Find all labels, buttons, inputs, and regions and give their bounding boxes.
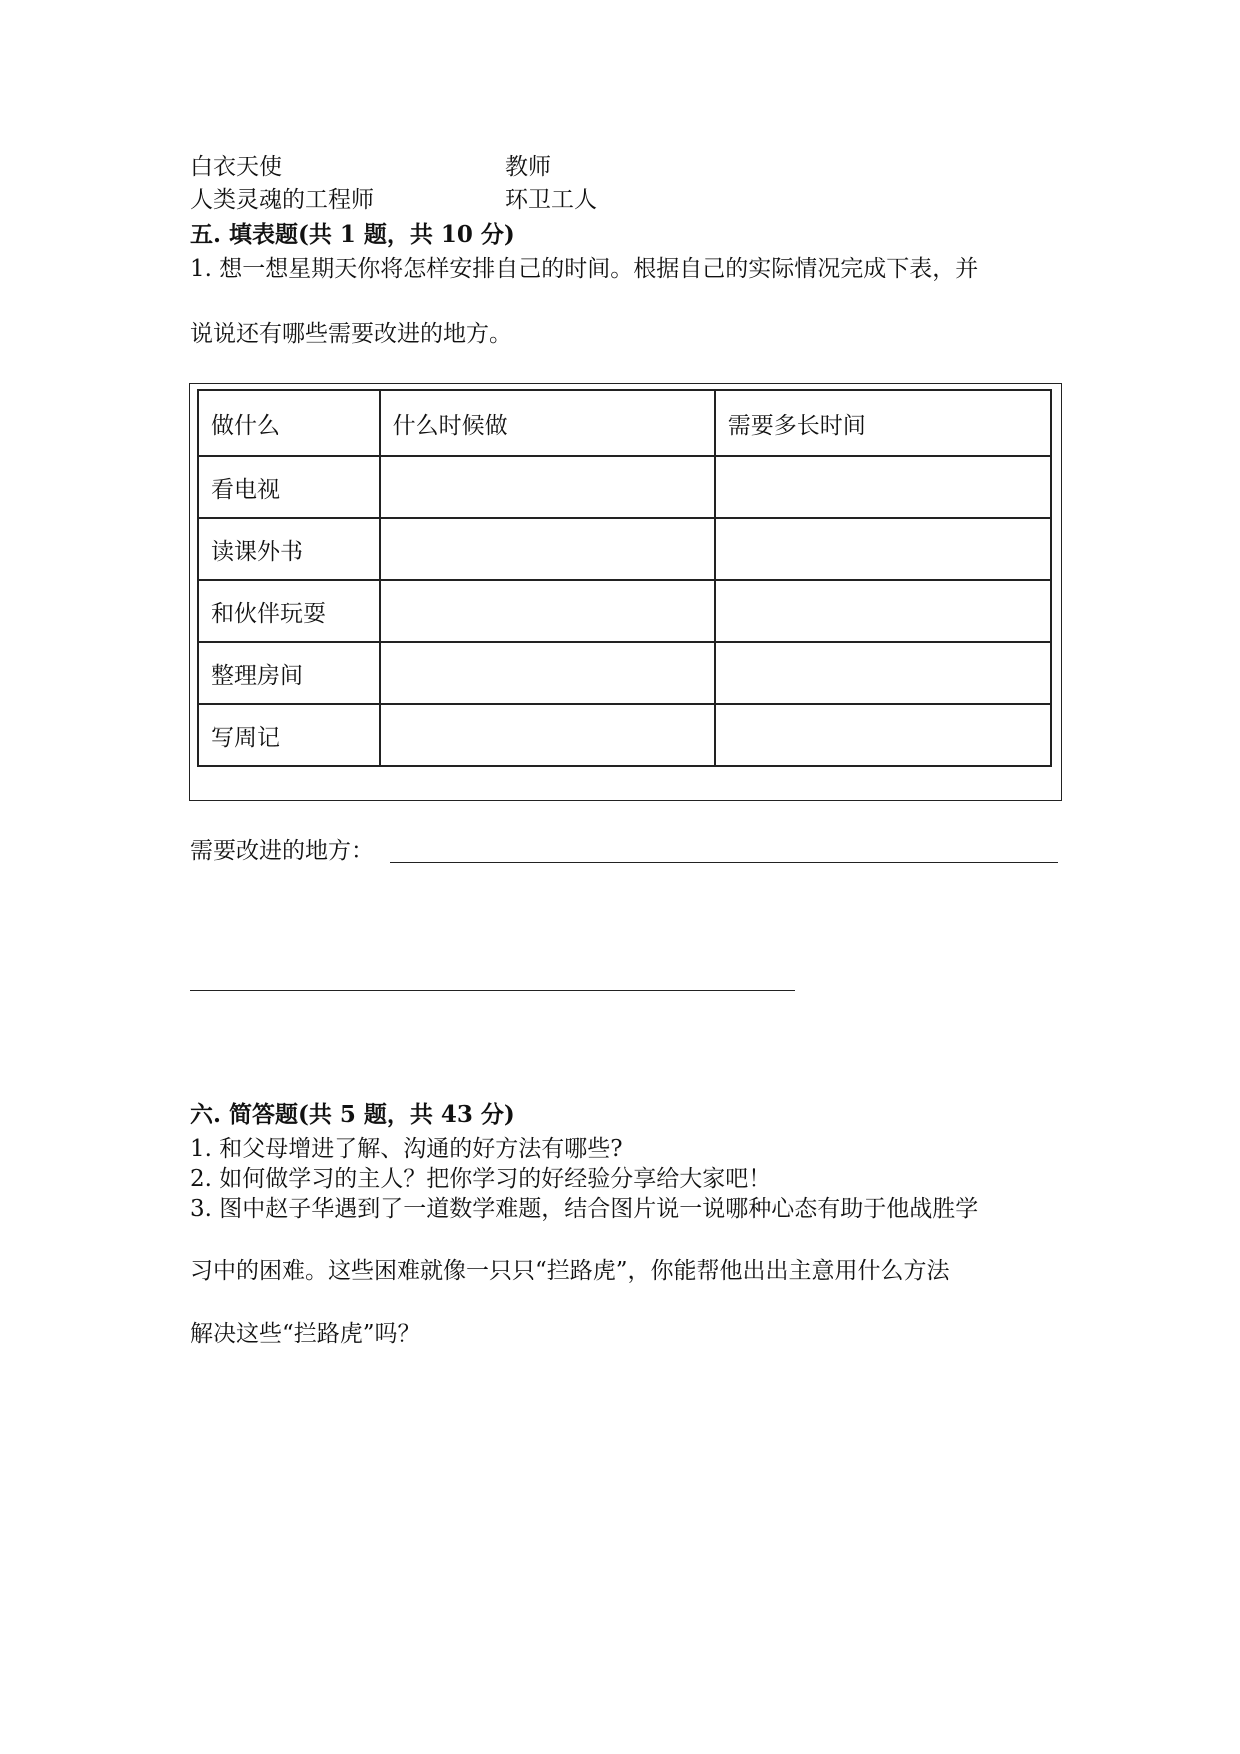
when-input-cell[interactable]	[380, 642, 715, 704]
table-header-cell: 做什么	[198, 390, 380, 456]
activity-cell: 整理房间	[198, 642, 380, 704]
section6-q1: 1. 和父母增进了解、沟通的好方法有哪些?	[190, 1136, 623, 1162]
table-header-row	[198, 390, 1051, 456]
activity-cell: 和伙伴玩耍	[198, 580, 380, 642]
table-row	[198, 704, 1051, 766]
when-input-cell[interactable]	[380, 704, 715, 766]
activity-cell: 看电视	[198, 456, 380, 518]
match-left-1: 白衣天使	[190, 154, 282, 180]
duration-input-cell[interactable]	[715, 518, 1051, 580]
match-right-2: 环卫工人	[505, 187, 597, 213]
table-header-cell: 什么时候做	[380, 390, 715, 456]
duration-input-cell[interactable]	[715, 704, 1051, 766]
section5-q1-line1: 1. 想一想星期天你将怎样安排自己的时间。根据自己的实际情况完成下表，并	[190, 256, 979, 282]
section6-title: 六. 简答题(共 5 题，共 43 分)	[190, 1101, 515, 1128]
improve-answer-line-1[interactable]	[390, 862, 1058, 863]
duration-input-cell[interactable]	[715, 580, 1051, 642]
activity-cell: 读课外书	[198, 518, 380, 580]
table-row	[198, 456, 1051, 518]
duration-input-cell[interactable]	[715, 642, 1051, 704]
duration-input-cell[interactable]	[715, 456, 1051, 518]
section6-q3-line1: 3. 图中赵子华遇到了一道数学难题，结合图片说一说哪种心态有助于他战胜学	[190, 1196, 979, 1222]
when-input-cell[interactable]	[380, 456, 715, 518]
match-right-1: 教师	[505, 154, 551, 180]
table-row	[198, 580, 1051, 642]
table-row	[198, 518, 1051, 580]
schedule-table	[197, 389, 1052, 767]
match-left-2: 人类灵魂的工程师	[190, 187, 374, 213]
table-row	[198, 642, 1051, 704]
improve-label: 需要改进的地方：	[190, 838, 374, 864]
table-header-cell: 需要多长时间	[715, 390, 1051, 456]
section6-q3-line2: 习中的困难。这些困难就像一只只“拦路虎”，你能帮他出出主意用什么方法	[190, 1258, 950, 1284]
section6-q3-line3: 解决这些“拦路虎”吗？	[190, 1321, 421, 1347]
section6-q2: 2. 如何做学习的主人？把你学习的好经验分享给大家吧！	[190, 1166, 772, 1192]
when-input-cell[interactable]	[380, 580, 715, 642]
improve-answer-line-2[interactable]	[190, 990, 795, 991]
when-input-cell[interactable]	[380, 518, 715, 580]
activity-cell: 写周记	[198, 704, 380, 766]
section5-title: 五. 填表题(共 1 题，共 10 分)	[190, 221, 515, 248]
section5-q1-line2: 说说还有哪些需要改进的地方。	[190, 321, 512, 347]
